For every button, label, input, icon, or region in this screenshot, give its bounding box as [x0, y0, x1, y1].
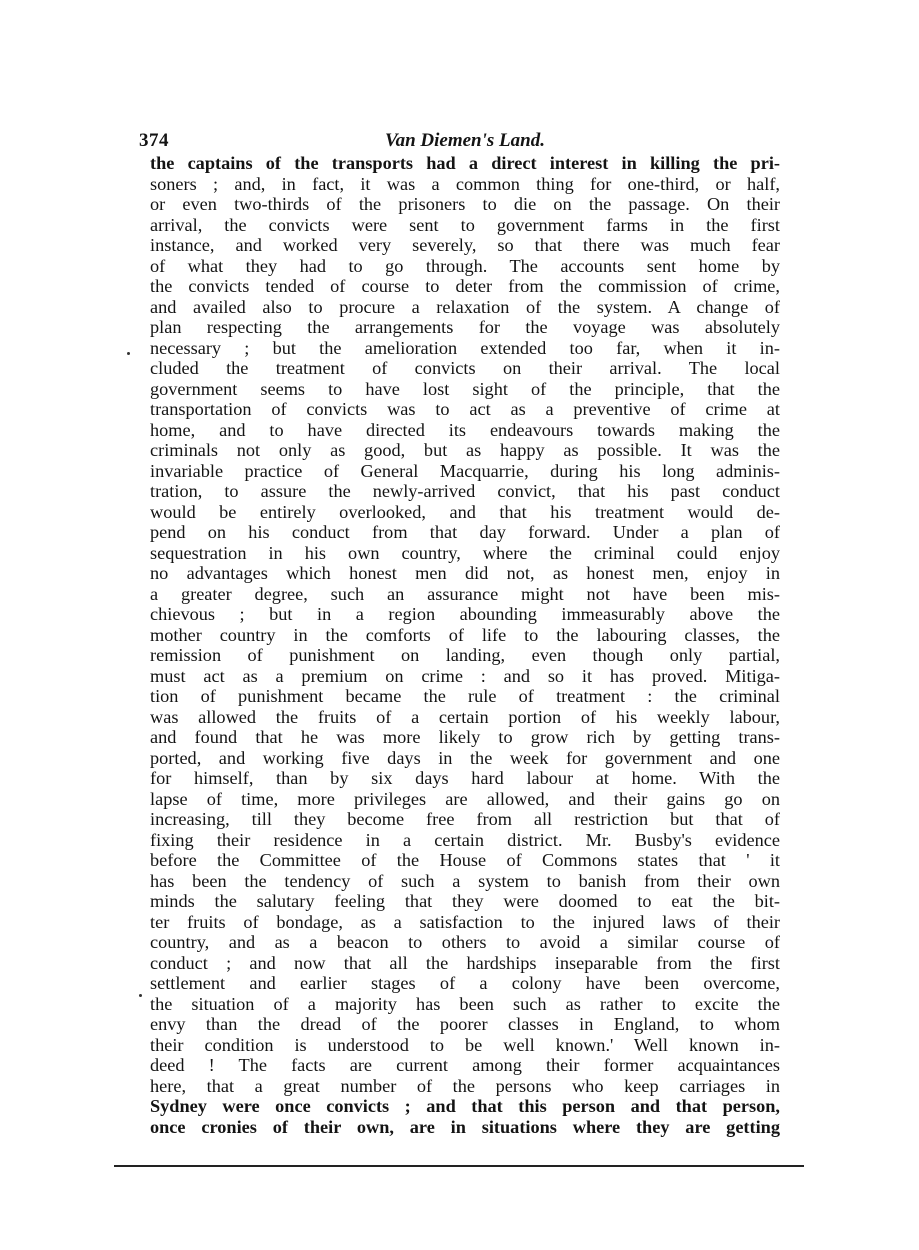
text-line: must act as a premium on crime : and so it has proved. Mitiga-	[150, 665, 780, 686]
text-line: and found that he was more likely to grow rich by getting trans-	[150, 727, 780, 747]
text-line: would be entirely overlooked, and that his treatment would de-	[150, 501, 780, 522]
text-line: arrival, the convicts were sent to government farms in the first	[150, 214, 780, 235]
text-line: transportation of convicts was to act as a preventive of crime at	[150, 399, 780, 419]
text-line: a greater degree, such an assurance might not have been mis-	[150, 583, 780, 604]
text-line: tion of punishment became the rule of treatment : the criminal	[150, 686, 780, 706]
text-line: the captains of the transports had a direct interest in killing the pri-	[150, 153, 780, 173]
text-line: settlement and earlier stages of a colony have been overcome,	[150, 973, 780, 993]
text-line: invariable practice of General Macquarrie, during his long adminis-	[150, 460, 780, 481]
text-line: cluded the treatment of convicts on their arrival. The local	[150, 358, 780, 378]
text-line: here, that a great number of the persons who keep carriages in	[150, 1075, 780, 1096]
text-line: minds the salutary feeling that they were doomed to eat the bit-	[150, 891, 780, 911]
text-line: lapse of time, more privileges are allowed, and their gains go on	[150, 788, 780, 809]
text-line: instance, and worked very severely, so that there was much fear	[150, 235, 780, 255]
text-line: deed ! The facts are current among their former acquaintances	[150, 1055, 780, 1075]
text-line: government seems to have lost sight of the principle, that the	[150, 378, 780, 399]
page-number: 374	[139, 130, 169, 151]
text-line: the situation of a majority has been such as rather to excite the	[150, 993, 780, 1014]
body-text	[150, 153, 780, 1137]
text-line: was allowed the fruits of a certain portion of his weekly labour,	[150, 706, 780, 727]
text-line: for himself, than by six days hard labour at home. With the	[150, 768, 780, 788]
text-line: their condition is understood to be well known.' Well known in-	[150, 1034, 780, 1055]
bottom-rule	[114, 1165, 804, 1167]
text-line: envy than the dread of the poorer classes in England, to whom	[150, 1014, 780, 1034]
text-line: before the Committee of the House of Commons states that ' it	[150, 850, 780, 870]
text-line: necessary ; but the amelioration extended too far, when it in-	[150, 337, 780, 358]
text-line: of what they had to go through. The accounts sent home by	[150, 255, 780, 276]
margin-mark	[127, 352, 130, 355]
text-line: fixing their residence in a certain district. Mr. Busby's evidence	[150, 829, 780, 850]
text-line: ported, and working five days in the week for government and one	[150, 747, 780, 768]
margin-mark	[139, 994, 142, 997]
text-line: chievous ; but in a region abounding immeasurably above the	[150, 604, 780, 624]
text-line: tration, to assure the newly-arrived convict, that his past conduct	[150, 481, 780, 501]
text-line: remission of punishment on landing, even though only partial,	[150, 645, 780, 665]
text-line: and availed also to procure a relaxation of the system. A change of	[150, 296, 780, 317]
text-line: criminals not only as good, but as happy as possible. It was the	[150, 440, 780, 460]
text-line: sequestration in his own country, where the criminal could enjoy	[150, 542, 780, 563]
text-line: ter fruits of bondage, as a satisfaction to the injured laws of their	[150, 911, 780, 932]
text-line: the convicts tended of course to deter from the commission of crime,	[150, 276, 780, 296]
text-line: once cronies of their own, are in situations where they are getting	[150, 1116, 780, 1137]
text-line: or even two-thirds of the prisoners to die on the passage. On their	[150, 194, 780, 214]
text-line: conduct ; and now that all the hardships inseparable from the first	[150, 952, 780, 973]
text-line: increasing, till they become free from all restriction but that of	[150, 809, 780, 829]
text-line: no advantages which honest men did not, as honest men, enjoy in	[150, 563, 780, 583]
text-line: plan respecting the arrangements for the voyage was absolutely	[150, 317, 780, 337]
text-line: pend on his conduct from that day forward. Under a plan of	[150, 522, 780, 542]
text-line: soners ; and, in fact, it was a common thing for one-third, or half,	[150, 173, 780, 194]
running-title: Van Diemen's Land.	[385, 130, 545, 151]
text-line: Sydney were once convicts ; and that this person and that person,	[150, 1096, 780, 1116]
text-line: has been the tendency of such a system to banish from their own	[150, 870, 780, 891]
text-line: mother country in the comforts of life to the labouring classes, the	[150, 624, 780, 645]
text-line: home, and to have directed its endeavours towards making the	[150, 419, 780, 440]
text-line: country, and as a beacon to others to avoid a similar course of	[150, 932, 780, 952]
